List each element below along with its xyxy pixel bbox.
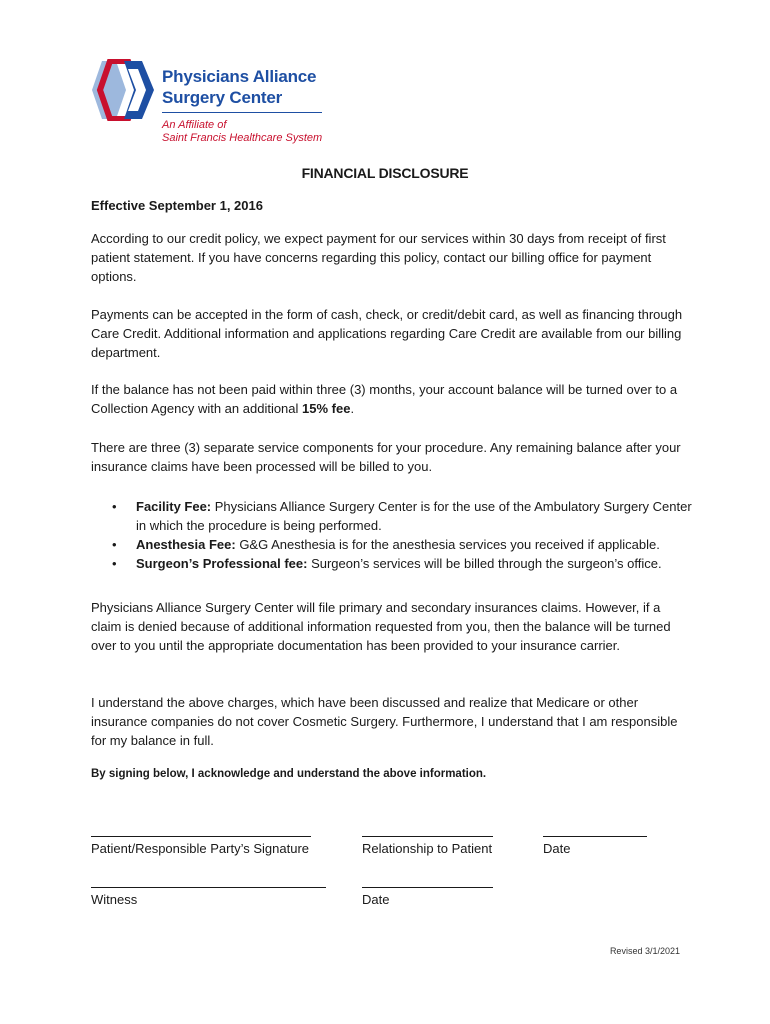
signature-line[interactable] <box>362 820 493 837</box>
signature-line[interactable] <box>91 820 311 837</box>
collections-text: If the balance has not been paid within three (3) months, your account balance will be turned over to a Collection Agency with an additional <box>91 382 678 416</box>
date-field[interactable] <box>543 820 647 856</box>
logo-divider <box>162 112 322 113</box>
paragraph-service-components: There are three (3) separate service components for your procedure. Any remaining balance after your insurance claims have been processed will be billed to you. <box>91 440 681 474</box>
logo-mark-icon <box>88 59 156 121</box>
relationship-label: Relationship to Patient <box>362 841 493 856</box>
page-title: FINANCIAL DISCLOSURE <box>301 165 469 181</box>
bullet-icon: • <box>112 537 117 552</box>
logo-name-line2: Surgery Center <box>162 88 283 107</box>
witness-label: Witness <box>91 892 138 907</box>
paragraph-credit-policy: According to our credit policy, we expect payment for our services within 30 days from receipt of first patient statement. If you have concerns regarding this policy, contact our billing office for payment options. <box>91 231 666 284</box>
fee-label: Surgeon’s Professional fee: <box>136 556 308 571</box>
logo-affiliate <box>162 119 322 145</box>
patient-signature-label: Patient/Responsible Party’s Signature <box>91 841 309 856</box>
fee-text: Surgeon’s services will be billed through the surgeon’s office. <box>307 556 662 571</box>
signature-line[interactable] <box>362 871 493 888</box>
logo-name <box>162 66 316 108</box>
list-item <box>108 554 698 573</box>
date-label: Date <box>543 841 571 856</box>
fee-text: Physicians Alliance Surgery Center is for the use of the Ambulatory Surgery Center in which the procedure is being performed. <box>136 499 692 533</box>
acknowledgement: By signing below, I acknowledge and understand the above information. <box>91 768 487 780</box>
witness-field[interactable] <box>91 871 326 907</box>
paragraph-payments: Payments can be accepted in the form of cash, check, or credit/debit card, as well as financing through Care Credit. Additional information and applications regarding Care Credit are available from our billing department. <box>91 307 683 360</box>
list-item <box>108 497 698 535</box>
patient-signature-field[interactable] <box>91 820 311 856</box>
paragraph-understanding: I understand the above charges, which have been discussed and realize that Medicare or other insurance companies do not cover Cosmetic Surgery. Furthermore, I understand that I am responsible for my balance in full. <box>91 695 678 748</box>
signature-line[interactable] <box>91 871 326 888</box>
collections-end: . <box>350 401 355 416</box>
witness-date-label: Date <box>362 892 390 907</box>
paragraph-collections <box>91 380 691 418</box>
logo-affiliate-line1: An Affiliate of <box>162 119 227 131</box>
revision-note: Revised 3/1/2021 <box>609 946 680 956</box>
effective-date: Effective September 1, 2016 <box>91 198 263 213</box>
collections-fee: 15% fee <box>302 401 351 416</box>
bullet-icon: • <box>112 556 117 571</box>
fee-label: Anesthesia Fee: <box>136 537 236 552</box>
fee-text: G&G Anesthesia is for the anesthesia services you received if applicable. <box>235 537 660 552</box>
paragraph-insurance-claims: Physicians Alliance Surgery Center will file primary and secondary insurances claims. However, if a claim is denied because of additional information requested from you, then the balance will be turned over to you until the appropriate documentation has been provided to your insurance carrier. <box>91 600 671 653</box>
list-item <box>108 535 698 554</box>
signature-line[interactable] <box>543 820 647 837</box>
relationship-field[interactable] <box>362 820 493 856</box>
logo <box>88 57 328 152</box>
logo-affiliate-line2: Saint Francis Healthcare System <box>162 132 323 144</box>
bullet-icon: • <box>112 499 117 514</box>
fee-list <box>108 497 698 573</box>
witness-date-field[interactable] <box>362 871 493 907</box>
logo-name-line1: Physicians Alliance <box>162 67 317 86</box>
fee-label: Facility Fee: <box>136 499 212 514</box>
